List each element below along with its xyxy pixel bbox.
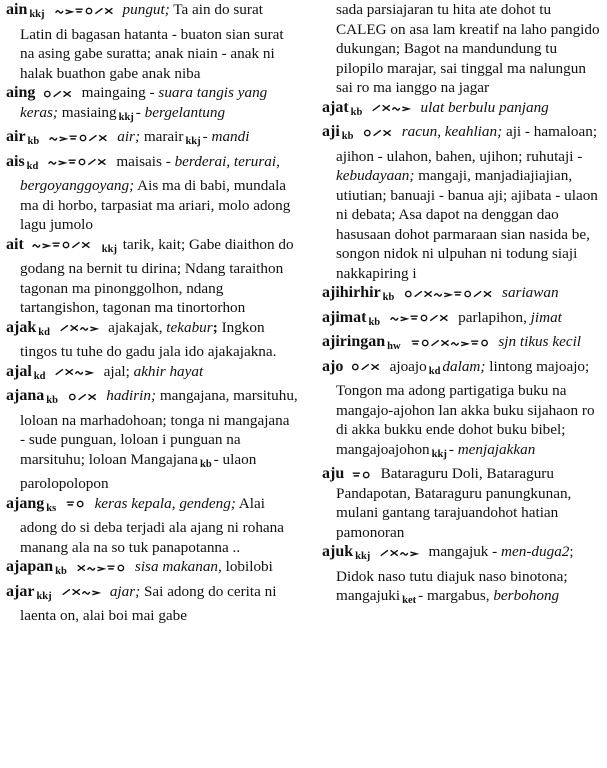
definition-italic: keras kepala, gendeng; — [94, 494, 236, 512]
dictionary-entry — [6, 0, 298, 83]
definition-italic: jimat — [530, 308, 562, 326]
dictionary-entry — [322, 542, 604, 611]
headword: ajihirhir — [322, 284, 381, 301]
headword: air — [6, 128, 26, 145]
batak-script-icon — [46, 157, 109, 167]
definition-text: mangaji, manjadiajiajian, utiutian; banuaji - banua aji; ajibata - ulaon ni debata; Asa dapot na denggan dao hasusaan dohot parmaraan sian nasida be, songon nidok ni ulpuhan ni todung siaji nakkapiring i — [336, 167, 598, 282]
dictionary-entry — [6, 494, 298, 558]
headword: ajuk — [322, 543, 354, 560]
definition-text: Sai adong do cerita ni laenta on, alai boi mai gabe — [20, 582, 277, 624]
headword: ajang — [6, 494, 45, 512]
definition-italic: suara tangis yang keras; — [20, 84, 268, 121]
batak-script-icon — [388, 313, 451, 323]
headword: ajat — [322, 98, 349, 116]
definition-text: - — [135, 103, 145, 121]
grammar-label: kd — [428, 365, 441, 377]
dictionary-column-right — [322, 0, 604, 611]
definition-italic: akhir hayat — [133, 362, 204, 380]
batak-script-icon — [361, 128, 394, 138]
definition-text: maisais - — [116, 152, 175, 170]
definition-text: masiaing — [57, 103, 117, 121]
grammar-label: kb — [46, 395, 58, 406]
dictionary-entry — [322, 357, 604, 465]
grammar-label: ket — [402, 595, 417, 606]
definition-italic: ulat berbulu panjang — [420, 98, 549, 116]
headword: ain — [6, 1, 28, 18]
dictionary-column-left — [6, 0, 298, 626]
definition-text: - margabus, — [418, 587, 494, 604]
headword: aji — [322, 123, 340, 140]
definition-text: Bataraguru Doli, Bataraguru Pandapotan, Bataraguru panungkunan, mulani gantang tarajuandohot hatian pamonoran — [336, 465, 572, 541]
definition-text: aji - hamaloan; ajihon - ulahon, bahen, ujihon; ruhutaji - — [336, 123, 598, 165]
definition-italic: ajar; — [109, 582, 141, 600]
definition-text: ; Didok naso tutu diajuk naso binotona; mangajuki — [336, 543, 574, 604]
headword: ajar — [6, 582, 35, 600]
batak-script-icon — [53, 367, 96, 377]
dictionary-entry — [6, 362, 298, 387]
definition-italic: mandi — [211, 128, 250, 145]
definition-text: mangajuk - — [428, 543, 502, 560]
definition-text: ajakajak, — [108, 318, 167, 336]
grammar-label: kd — [38, 326, 50, 338]
batak-script-icon — [58, 323, 101, 333]
definition-text: ajoajo — [389, 357, 427, 375]
dictionary-entry — [6, 83, 298, 127]
dictionary-entry — [6, 127, 298, 152]
dictionary-entry — [322, 122, 604, 283]
batak-script-icon — [60, 587, 103, 597]
definition-text: sada parsiajaran tu hita ate dohot tu CALEG on asa lam kreatif na laho pangido dukungan; Bagot na mandundung tu pilopilo marajar, sai tinggal ma nalungun sai ro ma ianggo na jagar — [336, 1, 600, 96]
dictionary-entry — [6, 152, 298, 235]
batak-script-icon — [41, 89, 74, 99]
dictionary-entry — [322, 332, 604, 357]
definition-text: Ingkon tingos tu tuhe do gadu jala ido ajakajakna. — [20, 318, 277, 360]
grammar-label: kb — [341, 131, 354, 142]
grammar-label: kkj — [101, 243, 117, 255]
definition-italic: air; — [117, 128, 141, 145]
dictionary-entry — [6, 557, 298, 582]
definition-italic: bergelantung — [144, 103, 226, 121]
grammar-label: kb — [350, 106, 363, 118]
batak-script-icon — [370, 103, 413, 113]
definition-italic: sjn tikus kecil — [498, 333, 582, 350]
batak-script-icon — [47, 133, 110, 143]
definition-italic: hadirin; — [106, 387, 157, 404]
headword: ais — [6, 152, 25, 170]
grammar-label: hw — [387, 341, 401, 352]
batak-script-icon — [66, 392, 99, 402]
dictionary-entry — [322, 283, 604, 308]
headword: ajak — [6, 318, 37, 336]
definition-text: Alai adong do si deba terjadi ala ajang ni rohana manang ala na so tuk panapotanna .. — [20, 494, 284, 556]
definition-italic: men-duga2 — [501, 543, 570, 560]
grammar-label: kkj — [185, 136, 201, 147]
definition-text: maingaing - — [81, 84, 159, 101]
grammar-label: kd — [26, 160, 39, 172]
definition-italic: dalam; — [442, 357, 486, 375]
grammar-label: kd — [33, 370, 46, 382]
dictionary-entry — [322, 464, 604, 542]
batak-script-icon — [53, 6, 116, 16]
headword: ajo — [322, 357, 344, 375]
definition-text: tarik, kait; Gabe diaithon do godang na bernit tu dirina; Ndang taraithon tagonan ma pinonggolhon, ndang tartangishon, tagonan ma tinortorhon — [20, 235, 294, 316]
batak-script-icon — [75, 563, 128, 573]
grammar-label: kkj — [36, 590, 52, 602]
definition-text: Ta ain do surat Latin di bagasan hatanta - buaton sian surat na asing gabe suratta; anak niain - anak ni halak buathon gabe anak niba — [20, 1, 284, 82]
headword: aju — [322, 465, 345, 482]
headword: ajapan — [6, 558, 54, 575]
headword: ajimat — [322, 308, 367, 326]
definition-text: parlapihon, — [458, 308, 531, 326]
definition-text: marair — [140, 128, 184, 145]
definition-italic: pungut; — [122, 1, 170, 18]
punctuation: ; — [212, 318, 218, 336]
definition-italic: tekabur — [166, 318, 213, 336]
dictionary-entry — [322, 308, 604, 333]
definition-italic: kebudayaan; — [336, 167, 415, 184]
headword: ajiringan — [322, 333, 386, 350]
entry-continuation — [322, 0, 604, 98]
batak-script-icon — [350, 470, 373, 480]
headword: ajana — [6, 387, 45, 404]
definition-text: lobilobi — [221, 558, 273, 575]
definition-italic: sariawan — [502, 284, 559, 301]
grammar-label: ks — [46, 502, 57, 514]
definition-italic: racun, keahlian; — [401, 123, 503, 140]
grammar-label: kkj — [355, 551, 371, 562]
dictionary-entry — [6, 235, 298, 318]
grammar-label: kb — [200, 458, 212, 470]
batak-script-icon — [409, 338, 492, 348]
definition-text: - ulaon parolopolopon — [20, 450, 257, 492]
definition-italic: berbohong — [493, 587, 560, 604]
batak-script-icon — [30, 240, 93, 250]
dictionary-entry — [322, 98, 604, 123]
headword: ajal — [6, 362, 32, 380]
definition-text: - — [202, 128, 212, 145]
grammar-label: kkj — [29, 9, 45, 20]
grammar-label: kkj — [118, 111, 134, 123]
definition-italic: sisa makanan, — [134, 558, 222, 575]
definition-text: - — [448, 440, 458, 458]
headword: ait — [6, 235, 24, 253]
grammar-label: kb — [382, 292, 395, 303]
grammar-label: kb — [55, 566, 67, 577]
grammar-label: kb — [27, 136, 40, 147]
batak-script-icon — [378, 548, 421, 558]
definition-text: mangajana, marsituhu, loloan na marhadohoan; tonga ni mangajana - sude punguan, loloan i punguan na marsituhu; loloan Mangajana — [20, 387, 298, 468]
dictionary-entry — [6, 386, 298, 494]
dictionary-entry — [6, 582, 298, 626]
dictionary-entry — [6, 318, 298, 362]
headword: aing — [6, 84, 36, 101]
definition-text: ajal; — [103, 362, 134, 380]
batak-script-icon — [349, 362, 382, 372]
definition-italic: berderai, terurai, bergoyanggoyang; — [20, 152, 280, 194]
definition-italic: menjajakkan — [457, 440, 536, 458]
batak-script-icon — [402, 289, 495, 299]
definition-text: lintong majoajo; Tongon ma adong partigatiga buku na mangajo-ajohon lan akka buku sijahaon ro di akka bukku ende dohot buku bibel; mangajoajohon — [336, 357, 595, 458]
batak-script-icon — [64, 499, 87, 509]
grammar-label: kkj — [431, 448, 447, 460]
definition-text: Ais ma di babi, mundala ma di horbo, tarpasiat ma ariari, molo adong lagu jumolo — [20, 177, 291, 233]
grammar-label: kb — [368, 316, 381, 328]
